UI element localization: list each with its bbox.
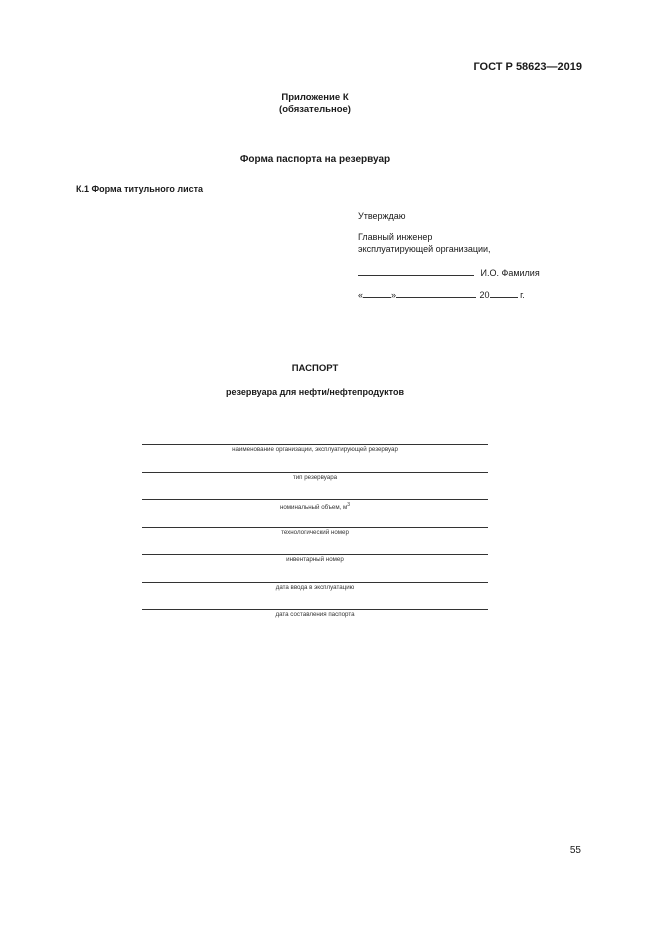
date-open-quote: « (358, 290, 364, 300)
appendix-header (0, 92, 630, 116)
approval-date (358, 288, 525, 302)
field-caption-volume (142, 501, 488, 512)
appendix-title: Приложение К (281, 92, 349, 103)
page-number: 55 (569, 845, 581, 856)
signature-name: И.О. Фамилия (480, 268, 540, 278)
volume-unit-superscript: 3 (347, 502, 351, 508)
signature-blank[interactable] (358, 266, 474, 276)
field-line-commissioning-date[interactable] (142, 582, 488, 583)
passport-title: ПАСПОРТ (291, 363, 339, 374)
passport-subtitle: резервуара для нефти/нефтепродуктов (226, 387, 404, 397)
field-line-tank-type[interactable] (142, 472, 488, 473)
appendix-status: (обязательное) (279, 104, 351, 115)
field-caption-inventory-number: инвентарный номер (286, 556, 344, 563)
field-caption-commissioning-date: дата ввода в эксплуатацию (275, 584, 355, 591)
field-line-volume[interactable] (142, 499, 488, 500)
form-title: Форма паспорта на резервуар (239, 154, 391, 165)
date-year-prefix: 20 (479, 290, 490, 300)
date-month-blank[interactable] (396, 288, 476, 298)
field-line-organization[interactable] (142, 444, 488, 445)
date-close-quote: » (391, 290, 397, 300)
signature-line (358, 266, 540, 280)
field-line-inventory-number[interactable] (142, 554, 488, 555)
date-suffix: г. (520, 290, 525, 300)
section-heading: К.1 Форма титульного листа (76, 184, 204, 194)
field-caption-tank-type: тип резервуара (292, 474, 338, 481)
field-caption-volume-text: номинальный объем, м (279, 504, 348, 512)
field-caption-organization: наименование организации, эксплуатирующей резервуар (232, 446, 398, 453)
field-line-tech-number[interactable] (142, 527, 488, 528)
approver-position-line2: эксплуатирующей организации, (358, 243, 491, 254)
approve-label: Утверждаю (358, 211, 406, 221)
field-caption-tech-number: технологический номер (281, 529, 349, 536)
approver-position (358, 232, 491, 255)
field-line-compilation-date[interactable] (142, 609, 488, 610)
field-caption-compilation-date: дата составления паспорта (275, 611, 355, 618)
approver-position-line1: Главный инженер (358, 232, 433, 242)
document-code: ГОСТ Р 58623—2019 (473, 61, 582, 73)
date-year-blank[interactable] (490, 288, 518, 298)
date-day-blank[interactable] (363, 288, 391, 298)
